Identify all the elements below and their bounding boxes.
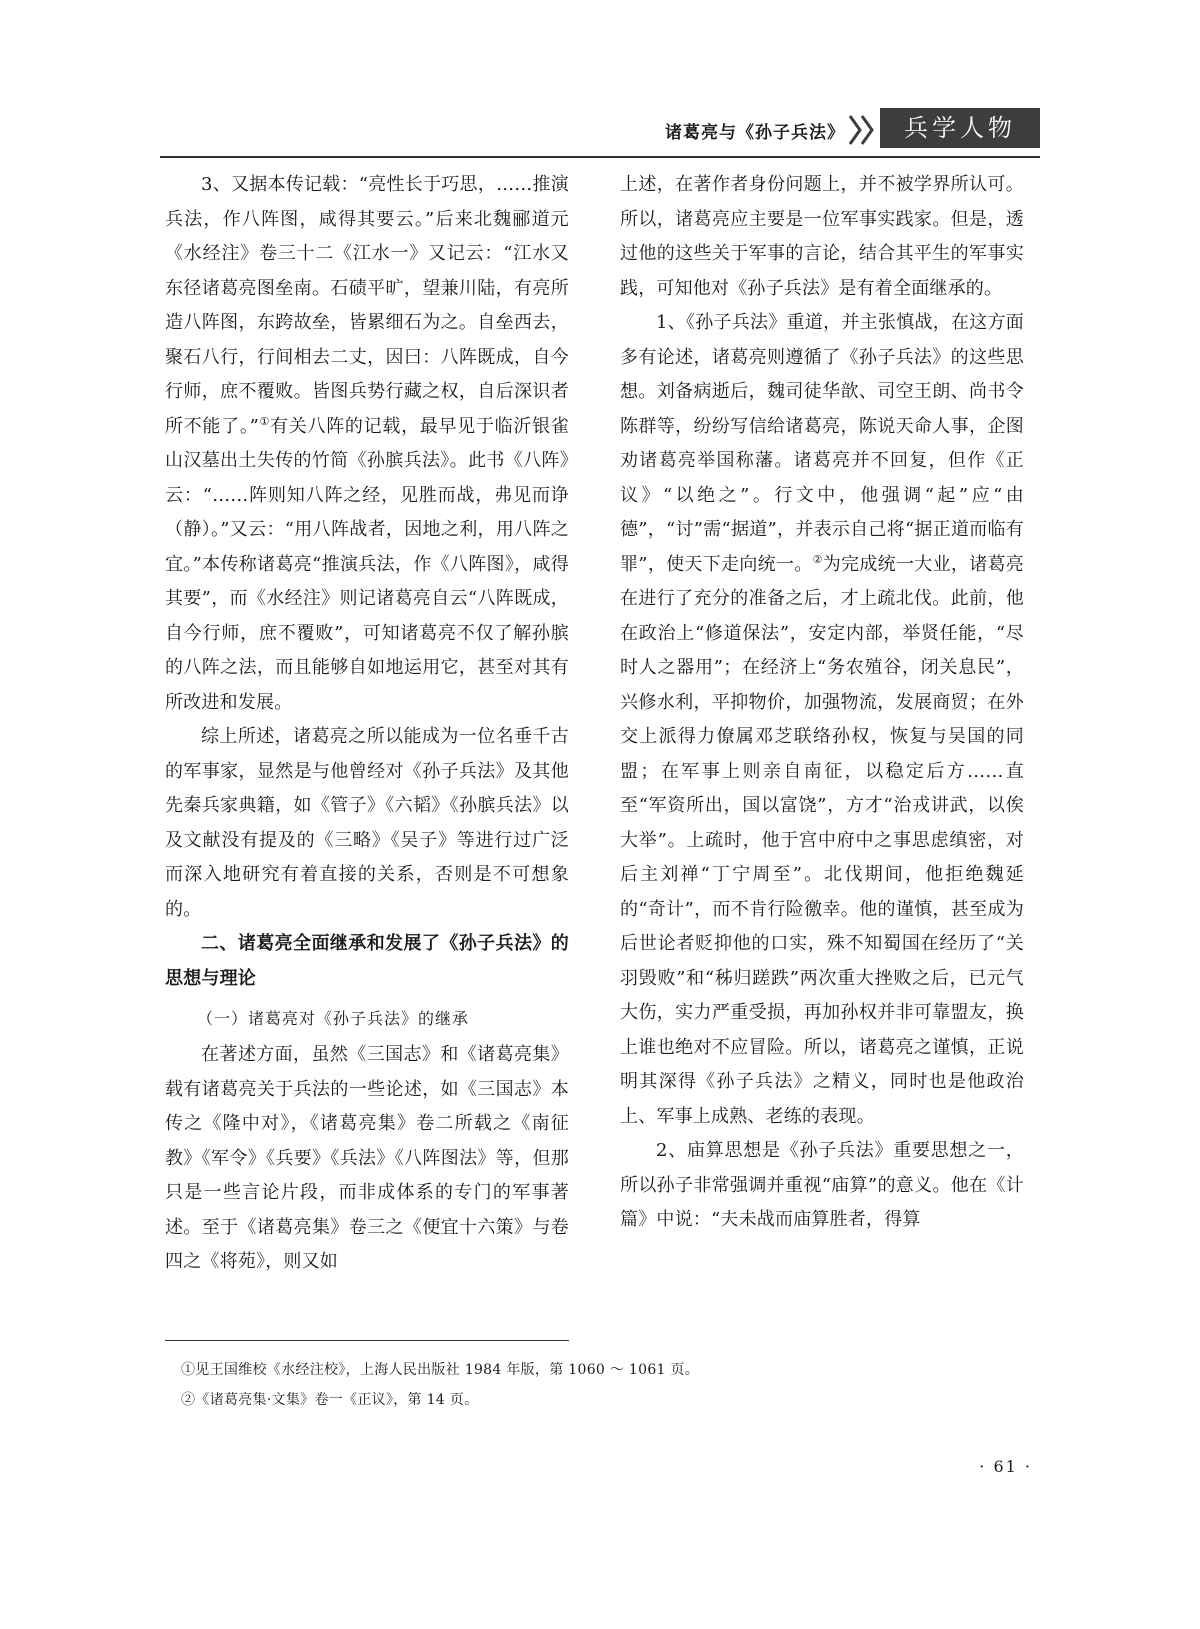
section-heading: 二、诸葛亮全面继承和发展了《孙子兵法》的思想与理论 — [165, 933, 569, 989]
paragraph: 在著述方面，虽然《三国志》和《诸葛亮集》载有诸葛亮关于兵法的一些论述，如《三国志》本传之《隆中对》，《诸葛亮集》卷二所载之《南征教》《军令》《兵要》《兵法》《八阵图法》等，但那只是一些言论片段，而非成体系的专门的军事著述。至于《诸葛亮集》卷三之《便宜十六策》与卷四之《将苑》，则又如 — [165, 1044, 569, 1272]
footnotes — [165, 1355, 1045, 1415]
header-section-badge: 兵学人物 — [880, 108, 1040, 148]
footnote-marker: ① — [258, 414, 271, 428]
page-number: · 61 · — [979, 1457, 1032, 1476]
footnote-rule — [165, 1340, 569, 1341]
running-header — [160, 100, 1040, 158]
paragraph — [165, 168, 569, 720]
paragraph: 上述，在著作者身份问题上，并不被学界所认可。所以，诸葛亮应主要是一位军事实践家。但是，透过他的这些关于军事的言论，结合其平生的军事实践，可知他对《孙子兵法》是有着全面继承的。 — [620, 174, 1024, 299]
paragraph-text: 有关八阵的记载，最早见于临沂银雀山汉墓出土失传的竹简《孙膑兵法》。此书《八阵》云：“……阵则知八阵之经，见胜而战，弗见而诤（静）。”又云：“用八阵战者，因地之利，用八阵之宜。”本传称诸葛亮“推演兵法，作《八阵图》，咸得其要”，而《水经注》则记诸葛亮自云“八阵既成，自今行师，庶不覆败”，可知诸葛亮不仅了解孙膑的八阵之法，而且能够自如地运用它，甚至对其有所改进和发展。 — [165, 415, 570, 713]
double-chevron-icon — [846, 112, 880, 148]
paragraph-text: 1、《孙子兵法》重道，并主张慎战，在这方面多有论述，诸葛亮则遵循了《孙子兵法》的这些思想。刘备病逝后，魏司徒华歆、司空王朗、尚书令陈群等，纷纷写信给诸葛亮，陈说天命人事，企图劝诸葛亮举国称藩。诸葛亮并不回复，但作《正议》“以绝之”。行文中，他强调“起”应“由德”，“讨”需“据道”，并表示自己将“据正道而临有罪”，使天下走向统一。 — [620, 312, 1024, 575]
footnote-marker: ② — [812, 552, 823, 566]
right-column — [620, 168, 1024, 1238]
header-article-title: 诸葛亮与《孙子兵法》 — [665, 123, 845, 143]
header-rule — [160, 156, 1040, 158]
paragraph-text: 为完成统一大业，诸葛亮在进行了充分的准备之后，才上疏北伐。此前，他在政治上“修道保法”，安定内部，举贤任能，“尽时人之器用”；在经济上“务农殖谷，闭关息民”，兴修水利，平抑物价，加强物流，发展商贸；在外交上派得力僚属邓芝联络孙权，恢复与吴国的同盟；在军事上则亲自南征，以稳定后方……直至“军资所出，国以富饶”，方才“治戎讲武，以俟大举”。上疏时，他于宫中府中之事思虑缜密，对后主刘禅“丁宁周至”。北伐期间，他拒绝魏延的“奇计”，而不肯行险徼幸。他的谨慎，甚至成为后世论者贬抑他的口实，殊不知蜀国在经历了“关羽毁败”和“秭归蹉跌”两次重大挫败之后，已元气大伤，实力严重受损，再加孙权并非可靠盟友，换上谁也绝对不应冒险。所以，诸葛亮之谨慎，正说明其深得《孙子兵法》之精义，同时也是他政治上、军事上成熟、老练的表现。 — [620, 553, 1025, 1127]
subsection-heading: （一）诸葛亮对《孙子兵法》的继承 — [197, 1009, 470, 1028]
footnote: ②《诸葛亮集·文集》卷一《正议》，第 14 页。 — [181, 1392, 479, 1408]
paragraph-text: 3、又据本传记载：“亮性长于巧思，……推演兵法，作八阵图，咸得其要云。”后来北魏郦道元《水经注》卷三十二《江水一》又记云：“江水又东径诸葛亮图垒南。石碛平旷，望兼川陆，有亮所造八阵图，东跨故垒，皆累细石为之。自垒西去，聚石八行，行间相去二丈，因曰：八阵既成，自今行师，庶不覆败。皆图兵势行藏之权，自后深识者所不能了。” — [165, 174, 569, 437]
paragraph — [620, 306, 1024, 1134]
paragraph: 综上所述，诸葛亮之所以能成为一位名垂千古的军事家，显然是与他曾经对《孙子兵法》及其他先秦兵家典籍，如《管子》《六韬》《孙膑兵法》以及文献没有提及的《三略》《吴子》等进行过广泛而深入地研究有着直接的关系，否则是不可想象的。 — [165, 726, 569, 920]
footnote: ①见王国维校《水经注校》，上海人民出版社 1984 年版，第 1060 ～ 1061 页。 — [181, 1362, 700, 1378]
paragraph: 2、庙算思想是《孙子兵法》重要思想之一，所以孙子非常强调并重视“庙算”的意义。他在《计篇》中说：“夫未战而庙算胜者，得算 — [620, 1140, 1024, 1230]
left-column — [165, 168, 569, 1280]
